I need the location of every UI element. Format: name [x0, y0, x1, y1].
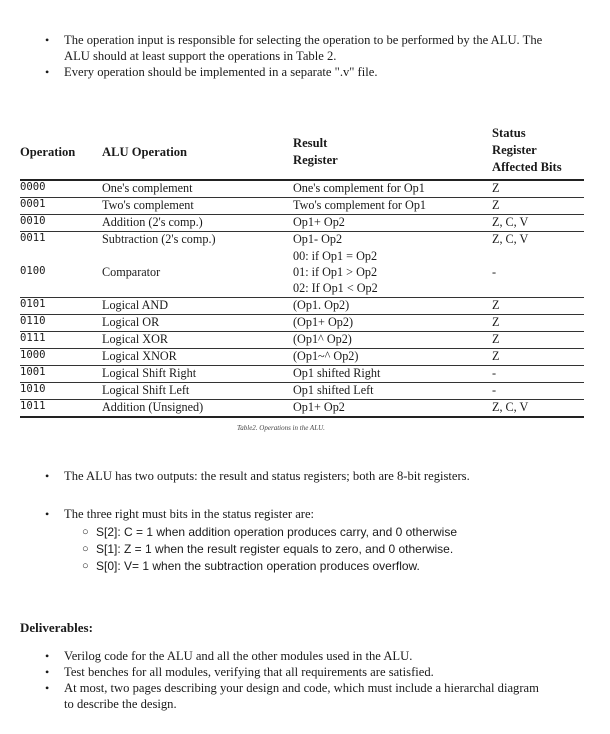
bullet-icon: •: [45, 665, 50, 679]
deliverables-heading: Deliverables:: [20, 620, 93, 635]
cell-status-bits: Z: [492, 315, 500, 329]
header-operation: Operation: [20, 145, 76, 159]
cell-status-bits: Z: [492, 349, 500, 363]
cell-result-register: 01: if Op1 > Op2: [293, 265, 378, 279]
cell-alu-operation: Logical XOR: [102, 332, 169, 346]
cell-status-bits: -: [492, 265, 497, 279]
cell-status-bits: -: [492, 383, 497, 397]
cell-alu-operation: Logical AND: [102, 298, 169, 312]
table-row: [20, 366, 584, 382]
table-row: [20, 298, 584, 314]
table-row: [20, 349, 584, 365]
intro-bullet: [0, 64, 600, 80]
intro-bullet-text: Every operation should be implemented in a separate ".v" file.: [64, 65, 378, 79]
outputs-bullet: [0, 468, 600, 484]
cell-opcode: 1010: [20, 383, 46, 395]
table-row: [20, 215, 584, 231]
status-bit-text: S[0]: V= 1 when the subtraction operation produces overflow.: [96, 559, 420, 573]
cell-result-register: (Op1. Op2): [293, 298, 350, 312]
cell-result-register: 00: if Op1 = Op2: [293, 249, 378, 263]
cell-status-bits: Z: [492, 298, 500, 312]
table-row: [20, 198, 584, 214]
cell-alu-operation: Logical XNOR: [102, 349, 177, 363]
header-status-line: Affected Bits: [492, 160, 562, 174]
cell-result-register: Op1 shifted Left: [293, 383, 374, 397]
table-body: [20, 181, 584, 418]
bullet-icon: •: [45, 681, 50, 695]
bullet-icon: •: [45, 507, 50, 521]
cell-opcode: 1011: [20, 400, 46, 412]
table-row: [20, 232, 584, 248]
table-rule: [20, 416, 584, 418]
outputs-bullet-text: The ALU has two outputs: the result and status registers; both are 8-bit registers.: [64, 469, 470, 483]
outputs-bullet-list: [0, 468, 600, 484]
table-row: [20, 315, 584, 331]
cell-result-register: Two's complement for Op1: [293, 198, 427, 212]
header-status-line: Register: [492, 143, 537, 157]
cell-opcode: 0100: [20, 265, 46, 277]
deliverables-list: [0, 648, 600, 712]
deliverable-item: [0, 648, 600, 664]
status-bit-item: [64, 524, 600, 541]
status-bit-text: S[2]: C = 1 when addition operation produces carry, and 0 otherwise: [96, 525, 457, 539]
deliverable-item: [0, 680, 600, 712]
bullet-icon: •: [45, 469, 50, 483]
cell-status-bits: Z: [492, 198, 500, 212]
status-bit-item: [64, 558, 600, 575]
table-row: [20, 400, 584, 416]
bullet-icon: •: [45, 65, 50, 79]
cell-result-register: One's complement for Op1: [293, 181, 425, 195]
cell-result-register: Op1 shifted Right: [293, 366, 381, 380]
sub-bullet-icon: ○: [82, 543, 89, 555]
cell-opcode: 0110: [20, 315, 46, 327]
cell-result-register: 02: If Op1 < Op2: [293, 281, 378, 295]
table-row: [20, 181, 584, 197]
deliverable-text: At most, two pages describing your design and code, which must include a hierarchal diagram to describe the design.: [64, 681, 539, 711]
table-row: [20, 383, 584, 399]
bullet-icon: •: [45, 649, 50, 663]
cell-alu-operation: One's complement: [102, 181, 193, 195]
cell-result-register: Op1- Op2: [293, 232, 343, 246]
status-bits-sub-list: [64, 524, 600, 575]
cell-opcode: 0111: [20, 332, 46, 344]
cell-opcode: 1000: [20, 349, 46, 361]
cell-status-bits: Z, C, V: [492, 232, 529, 246]
cell-opcode: 0000: [20, 181, 46, 193]
cell-opcode: 0011: [20, 232, 46, 244]
header-alu-operation: ALU Operation: [102, 145, 188, 159]
header-result-line: Result: [293, 136, 328, 150]
intro-bullet-text: The operation input is responsible for selecting the operation to be performed by the ALU. The ALU should at least support the operations in Table 2.: [64, 33, 543, 63]
cell-opcode: 1001: [20, 366, 46, 378]
status-bits-bullet-list: [0, 506, 600, 575]
intro-bullet-list: [0, 32, 600, 80]
header-status-line: Status: [492, 126, 526, 140]
table-row: [20, 332, 584, 348]
cell-alu-operation: Comparator: [102, 265, 161, 279]
deliverable-text: Test benches for all modules, verifying that all requirements are satisfied.: [64, 665, 434, 679]
cell-result-register: Op1+ Op2: [293, 215, 345, 229]
deliverable-text: Verilog code for the ALU and all the other modules used in the ALU.: [64, 649, 413, 663]
status-bits-bullet: [0, 506, 600, 575]
cell-status-bits: Z: [492, 181, 500, 195]
bullet-icon: •: [45, 33, 50, 47]
header-status-bits: [492, 125, 562, 176]
cell-status-bits: Z: [492, 332, 500, 346]
sub-bullet-icon: ○: [82, 526, 89, 538]
table-row: [20, 249, 584, 297]
cell-opcode: 0101: [20, 298, 46, 310]
cell-alu-operation: Subtraction (2's comp.): [102, 232, 216, 246]
cell-alu-operation: Logical OR: [102, 315, 160, 329]
cell-alu-operation: Logical Shift Left: [102, 383, 190, 397]
status-bits-bullet-text: The three right must bits in the status register are:: [64, 507, 315, 521]
intro-bullet: [0, 32, 600, 64]
cell-status-bits: Z, C, V: [492, 215, 529, 229]
status-bit-text: S[1]: Z = 1 when the result register equals to zero, and 0 otherwise.: [96, 542, 454, 556]
status-bit-item: [64, 541, 600, 558]
cell-alu-operation: Logical Shift Right: [102, 366, 197, 380]
alu-operations-table: [20, 125, 584, 418]
sub-bullet-icon: ○: [82, 560, 89, 572]
deliverable-item: [0, 664, 600, 680]
cell-opcode: 0001: [20, 198, 46, 210]
cell-result-register: (Op1~^ Op2): [293, 349, 359, 363]
cell-alu-operation: Addition (2's comp.): [102, 215, 203, 229]
header-result-line: Register: [293, 153, 338, 167]
cell-result-register: (Op1+ Op2): [293, 315, 354, 329]
cell-alu-operation: Two's complement: [102, 198, 194, 212]
cell-status-bits: Z, C, V: [492, 400, 529, 414]
cell-alu-operation: Addition (Unsigned): [102, 400, 204, 414]
header-result-register: [293, 135, 338, 169]
cell-opcode: 0010: [20, 215, 46, 227]
cell-result-register: Op1+ Op2: [293, 400, 345, 414]
table-header: [20, 125, 584, 179]
table-caption: Table2. Operations in the ALU.: [237, 424, 325, 432]
cell-result-register: (Op1^ Op2): [293, 332, 352, 346]
cell-status-bits: -: [492, 366, 497, 380]
